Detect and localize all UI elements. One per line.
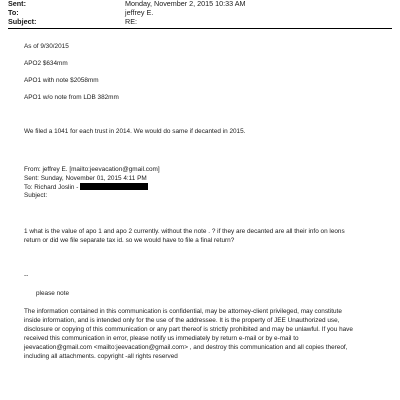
disclaimer-line-6: including all attachments. copyright -all rights reserved xyxy=(24,353,178,360)
apo1-without-note-line: APO1 w/o note from LDB 382mm xyxy=(24,94,119,101)
quoted-subject: Subject: xyxy=(24,192,48,199)
subject-label: Subject: xyxy=(8,17,37,26)
disclaimer-line-4: received this communication in error, please notify us immediately by return e-mail or by e-mail to xyxy=(24,335,299,342)
quoted-sent: Sent: Sunday, November 01, 2015 4:11 PM xyxy=(24,175,147,182)
question-line-1: 1 what is the value of apo 1 and apo 2 currently. without the note . ? if they are decanted are all their info on leons xyxy=(24,228,345,235)
disclaimer-line-2: inside information, and is intended only for the use of the addressee. It is the property of JEE Unauthorized use, xyxy=(24,317,340,324)
redaction-box xyxy=(80,183,148,190)
sent-label: Sent: xyxy=(8,0,26,8)
apo1-note-line: APO1 with note $2058mm xyxy=(24,77,99,84)
signature-dashes: -- xyxy=(24,272,29,279)
filed-line: We filed a 1041 for each trust in 2014. We would do same if decanted in 2015. xyxy=(24,128,246,135)
to-value: jeffrey E. xyxy=(125,8,154,17)
question-line-2: return or did we file separate tax id. so we would have to file a final return? xyxy=(24,237,235,244)
quoted-to-line xyxy=(24,183,148,192)
subject-value: RE: xyxy=(125,17,137,26)
quoted-to: To: Richard Joslin - xyxy=(24,184,79,191)
apo2-line: APO2 $634mm xyxy=(24,60,68,67)
as-of-line: As of 9/30/2015 xyxy=(24,43,69,50)
disclaimer-line-5: jeevacation@gmail.com <mailto:jeevacation@gmail.com> , and destroy this communication and all copies thereof, xyxy=(24,344,348,351)
please-note: please note xyxy=(36,290,70,297)
disclaimer-line-3: disclosure or copying of this communication or any part thereof is strictly prohibited and may be unlawful. If you have xyxy=(24,326,353,333)
header-divider xyxy=(8,28,392,29)
sent-value: Monday, November 2, 2015 10:33 AM xyxy=(125,0,246,8)
disclaimer-line-1: The information contained in this communication is confidential, may be attorney-client privileged, may constitute xyxy=(24,308,342,315)
quoted-from: From: jeffrey E. [mailto:jeevacation@gmail.com] xyxy=(24,166,160,173)
to-label: To: xyxy=(8,8,19,17)
